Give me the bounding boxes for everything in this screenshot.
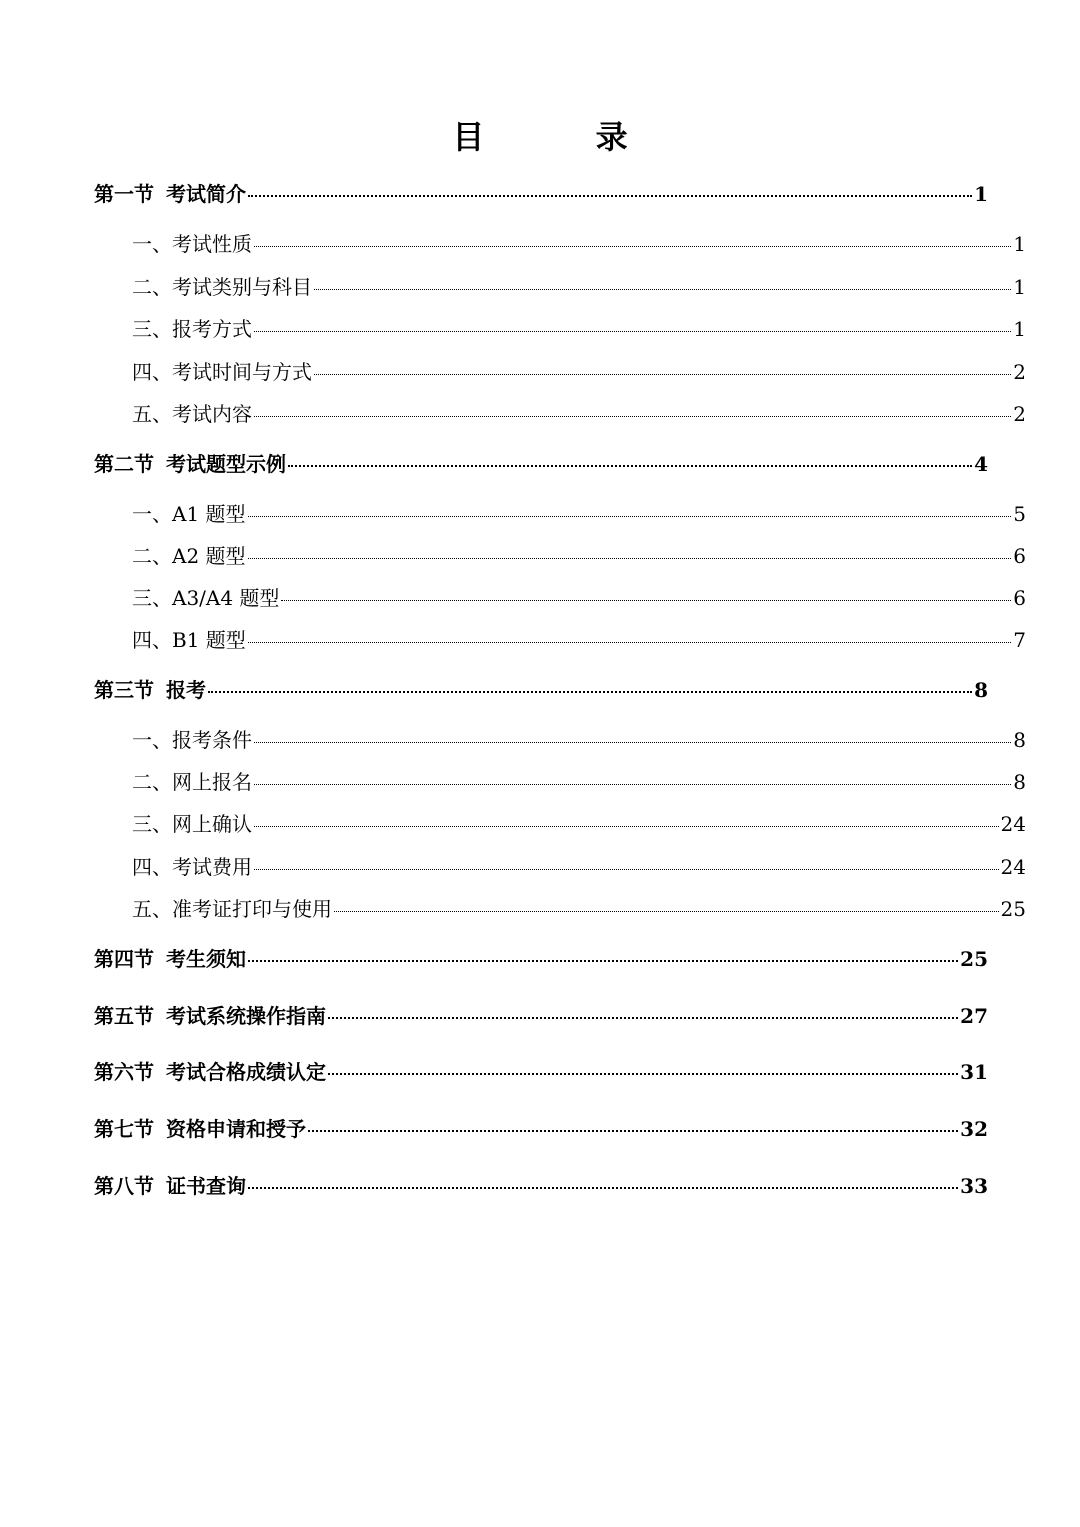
toc-section-number: 第一节 — [94, 182, 154, 206]
toc-page-number: 5 — [1013, 502, 1026, 526]
toc-entry-label — [94, 1000, 326, 1029]
toc-page-number: 1 — [974, 182, 988, 206]
toc-dot-leader — [328, 1015, 958, 1019]
toc-entry-label — [94, 943, 246, 972]
toc-entry-label — [94, 1113, 306, 1142]
toc-page-number: 8 — [1013, 728, 1026, 752]
toc-dot-leader — [288, 463, 972, 467]
toc-subsection-entry[interactable] — [94, 398, 1026, 427]
toc-entry-label: 五、准考证打印与使用 — [132, 897, 332, 921]
toc-section-entry[interactable] — [94, 1000, 988, 1029]
toc-subsection-entry[interactable] — [94, 766, 1026, 795]
toc-section-title: 资格申请和授予 — [166, 1117, 306, 1141]
toc-subsection-entry[interactable] — [94, 356, 1026, 385]
toc-page-number: 24 — [1000, 855, 1026, 879]
toc-page-number: 25 — [1000, 897, 1026, 921]
toc-subsection-entry[interactable] — [94, 893, 1026, 922]
toc-page-number: 6 — [1013, 544, 1026, 568]
toc-entry-label: 三、A3/A4 题型 — [132, 586, 280, 610]
toc-section-number: 第五节 — [94, 1004, 154, 1028]
toc-page-number: 33 — [960, 1174, 988, 1198]
toc-dot-leader — [281, 598, 1011, 601]
toc-entry-label — [94, 1056, 326, 1085]
toc-title: 目 录 — [452, 118, 678, 156]
toc-section-entry[interactable] — [94, 674, 988, 703]
toc-entry-label: 一、报考条件 — [132, 728, 252, 752]
toc-page-number: 4 — [974, 452, 988, 476]
toc-dot-leader — [208, 689, 972, 693]
toc-dot-leader — [254, 740, 1011, 743]
toc-dot-leader — [254, 824, 999, 827]
toc-subsection-entry[interactable] — [94, 808, 1026, 837]
toc-page-number: 31 — [960, 1060, 988, 1084]
toc-entry-label: 二、考试类别与科目 — [132, 275, 312, 299]
toc-subsection-entry[interactable] — [94, 624, 1026, 653]
toc-entry-label — [94, 674, 206, 703]
toc-dot-leader — [248, 958, 958, 962]
toc-section-entry[interactable] — [94, 448, 988, 477]
toc-dot-leader — [254, 782, 1011, 785]
toc-section-entry[interactable] — [94, 943, 988, 972]
toc-entry-label: 一、A1 题型 — [132, 502, 246, 526]
toc-subsection-entry[interactable] — [94, 498, 1026, 527]
toc-dot-leader — [328, 1071, 958, 1075]
toc-section-number: 第六节 — [94, 1060, 154, 1084]
toc-page-number: 8 — [1013, 770, 1026, 794]
toc-entry-label — [94, 1170, 246, 1199]
toc-entry-label: 四、B1 题型 — [132, 628, 246, 652]
toc-dot-leader — [248, 1185, 958, 1189]
toc-subsection-entry[interactable] — [94, 540, 1026, 569]
toc-entry-label: 二、网上报名 — [132, 770, 252, 794]
toc-dot-leader — [248, 556, 1012, 559]
toc-page-number: 25 — [960, 947, 988, 971]
toc-dot-leader — [254, 244, 1011, 247]
toc-subsection-entry[interactable] — [94, 724, 1026, 753]
toc-dot-leader — [308, 1128, 958, 1132]
toc-section-number: 第八节 — [94, 1174, 154, 1198]
toc-entry-label: 三、网上确认 — [132, 812, 252, 836]
toc-section-title: 考试题型示例 — [166, 452, 286, 476]
toc-section-title: 考生须知 — [166, 947, 246, 971]
toc-entry-label — [94, 178, 246, 207]
toc-dot-leader — [254, 329, 1011, 332]
toc-page-number: 7 — [1013, 628, 1026, 652]
toc-section-number: 第四节 — [94, 947, 154, 971]
toc-dot-leader — [334, 909, 999, 912]
toc-entry-label — [94, 448, 286, 477]
toc-page-number: 2 — [1013, 402, 1026, 426]
toc-subsection-entry[interactable] — [94, 228, 1026, 257]
toc-section-number: 第七节 — [94, 1117, 154, 1141]
toc-page-number: 6 — [1013, 586, 1026, 610]
toc-section-entry[interactable] — [94, 1056, 988, 1085]
toc-dot-leader — [254, 414, 1011, 417]
toc-dot-leader — [248, 193, 972, 197]
toc-entry-label: 一、考试性质 — [132, 232, 252, 256]
toc-entry-label: 五、考试内容 — [132, 402, 252, 426]
toc-section-entry[interactable] — [94, 1113, 988, 1142]
toc-page-number: 24 — [1000, 812, 1026, 836]
toc-subsection-entry[interactable] — [94, 271, 1026, 300]
toc-dot-leader — [254, 867, 999, 870]
toc-dot-leader — [314, 372, 1011, 375]
toc-section-number: 第二节 — [94, 452, 154, 476]
toc-entry-label: 三、报考方式 — [132, 317, 252, 341]
toc-page-number: 27 — [960, 1004, 988, 1028]
toc-section-entry[interactable] — [94, 178, 988, 207]
toc-section-title: 考试合格成绩认定 — [166, 1060, 326, 1084]
toc-section-title: 考试简介 — [166, 182, 246, 206]
toc-section-entry[interactable] — [94, 1170, 988, 1199]
toc-entry-label: 四、考试时间与方式 — [132, 360, 312, 384]
toc-section-number: 第三节 — [94, 678, 154, 702]
toc-subsection-entry[interactable] — [94, 851, 1026, 880]
toc-entry-label: 四、考试费用 — [132, 855, 252, 879]
toc-dot-leader — [248, 640, 1011, 643]
toc-page-number: 2 — [1013, 360, 1026, 384]
toc-subsection-entry[interactable] — [94, 313, 1026, 342]
toc-section-title: 考试系统操作指南 — [166, 1004, 326, 1028]
toc-page-number: 1 — [1013, 232, 1026, 256]
toc-section-title: 报考 — [166, 678, 206, 702]
toc-page-number: 1 — [1013, 317, 1026, 341]
toc-dot-leader — [248, 514, 1012, 517]
toc-entry-label: 二、A2 题型 — [132, 544, 246, 568]
toc-section-title: 证书查询 — [166, 1174, 246, 1198]
toc-page-number: 8 — [974, 678, 988, 702]
toc-page-number: 1 — [1013, 275, 1026, 299]
toc-page-number: 32 — [960, 1117, 988, 1141]
toc-subsection-entry[interactable] — [94, 582, 1026, 611]
toc-dot-leader — [314, 287, 1011, 290]
